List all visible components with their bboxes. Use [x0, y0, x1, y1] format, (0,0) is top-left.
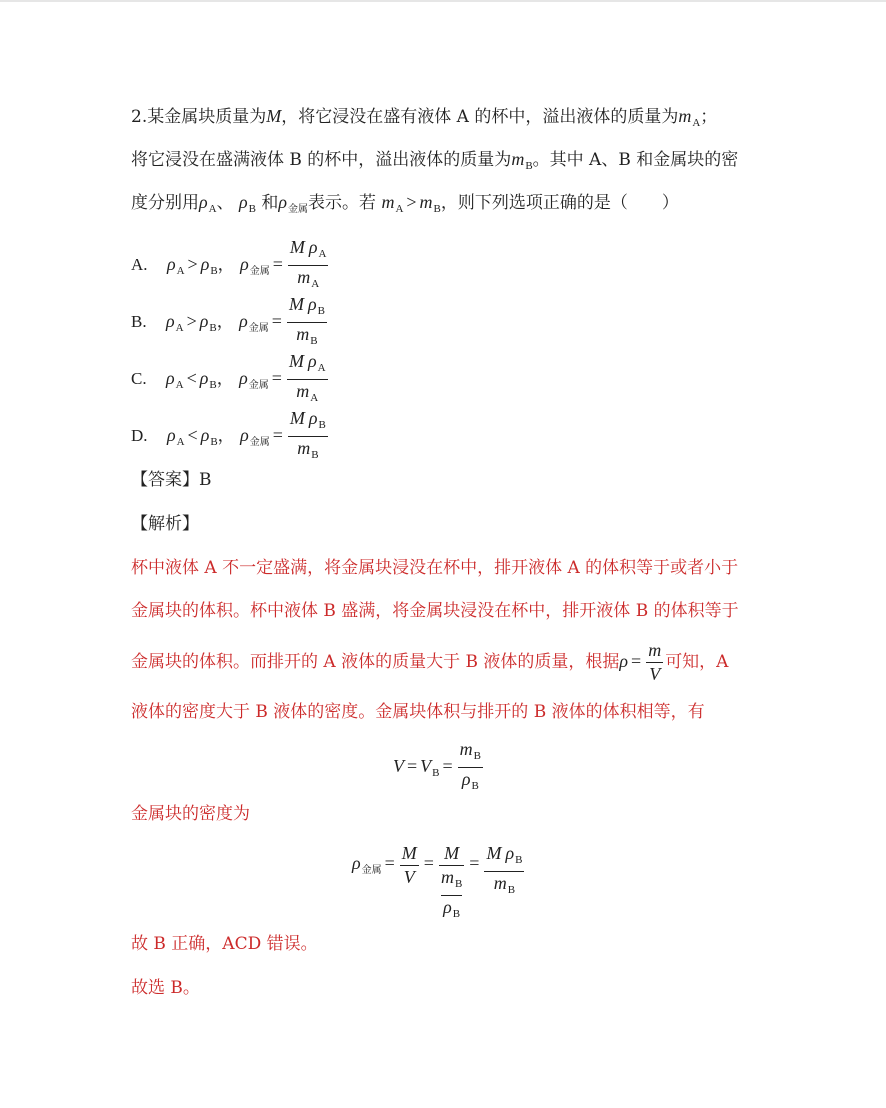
option-c: C. $\rho_A < \rho_B$， $\rho_{金属}$ = $\frac{M \rho_A}{m_A}$ [131, 350, 330, 396]
question-line-3 [131, 190, 679, 222]
analysis-text: 可知，A [665, 652, 729, 672]
question-text: 表示。若 [308, 193, 377, 213]
option-label: B. [131, 312, 147, 331]
fraction-m-over-V: $\frac{m}{V}$ [648, 640, 662, 684]
rho-symbol: ρ [239, 311, 248, 331]
relation-operator: < [187, 425, 198, 445]
question-text: 。其中 A、B 和金属块的密 [532, 150, 739, 170]
subscript: A [395, 203, 404, 215]
rho-symbol: ρ [239, 368, 248, 388]
fraction: $\frac{M \rho_B}{m_B}$ [288, 294, 325, 347]
rho-symbol: ρ [166, 311, 175, 331]
equals-sign: = [271, 311, 282, 331]
subscript-metal: 金属 [248, 323, 269, 334]
rho-symbol: ρ [199, 192, 208, 212]
subscript: A [208, 203, 217, 215]
subscript: B [248, 203, 256, 215]
question-text: ，则下列选项正确的是（ ） [440, 193, 679, 213]
subscript: B [525, 160, 533, 172]
rho-symbol: ρ [166, 254, 176, 274]
var-m: m [419, 192, 433, 212]
analysis-line-1: 杯中液体 A 不一定盛满，将金属块浸没在杯中，排开液体 A 的体积等于或者小于 [131, 558, 739, 578]
separator: 、 [216, 193, 234, 213]
question-text: 2.某金属块质量为 [131, 107, 267, 127]
density-line: 金属块的密度为 [131, 804, 250, 824]
subscript: B [209, 379, 217, 391]
rho-symbol: ρ [199, 368, 209, 388]
density-equation: $\rho_{金属}$ = $\frac{M}{V}$ = M $m_B$ $\rho_B$ = $\frac{M \rho_B}{m_B}$ [352, 843, 523, 920]
subscript-metal: 金属 [248, 380, 269, 391]
subscript: A [175, 379, 184, 391]
option-d: D. $\rho_A < \rho_B$， $\rho_{金属}$ = $\frac{M \rho_B}{m_B}$ [131, 407, 330, 453]
equals-sign: = [272, 254, 283, 274]
option-label: A. [131, 255, 148, 274]
question-text: ，将它浸没在盛有液体 A 的杯中，溢出液体的质量为 [281, 107, 679, 127]
rho-symbol: ρ [619, 651, 629, 671]
rho-symbol: ρ [166, 368, 175, 388]
var-m: m [511, 149, 525, 169]
question-text: 度分别用 [131, 193, 199, 213]
conclusion-line-2: 故选 B。 [131, 978, 200, 998]
question-text: ； [700, 107, 718, 127]
equals-sign: = [631, 651, 642, 671]
subscript: A [175, 322, 184, 334]
rho-symbol: ρ [199, 311, 209, 331]
subscript: B [433, 203, 441, 215]
subscript: A [176, 265, 185, 277]
rho-symbol: ρ [240, 254, 249, 274]
question-line-1 [131, 104, 717, 135]
fraction: $\frac{M \rho_A}{m_A}$ [288, 351, 326, 404]
var-M: M [266, 106, 282, 126]
rho-symbol: ρ [200, 254, 210, 274]
subscript: A [692, 117, 701, 129]
option-label: D. [131, 426, 148, 445]
analysis-line-4: 液体的密度大于 B 液体的密度。金属块体积与排开的 B 液体的体积相等，有 [131, 702, 705, 722]
volume-equation: $V = V_B$ = $\frac{m_B}{\rho_B}$ [393, 739, 481, 792]
analysis-heading: 【解析】 [131, 514, 199, 534]
fraction: $\frac{M \rho_A}{m_A}$ [289, 237, 327, 290]
equals-sign: = [271, 368, 282, 388]
option-a: A. $\rho_A > \rho_B$， $\rho_{金属}$ = $\frac{M \rho_A}{m_A}$ [131, 236, 330, 282]
relation-operator: > [187, 254, 198, 274]
analysis-line-2: 金属块的体积。杯中液体 B 盛满，将金属块浸没在杯中，排开液体 B 的体积等于 [131, 601, 739, 621]
equals-sign: = [272, 425, 283, 445]
subscript: B [209, 322, 217, 334]
var-m: m [678, 106, 692, 126]
rho-symbol: ρ [239, 192, 248, 212]
rho-symbol: ρ [240, 425, 249, 445]
var-m: m [381, 192, 395, 212]
relation-operator: > [186, 311, 197, 331]
conclusion-line-1: 故 B 正确，ACD 错误。 [131, 934, 318, 954]
rho-symbol: ρ [166, 425, 176, 445]
relation-operator: < [186, 368, 197, 388]
subscript-metal: 金属 [288, 204, 309, 215]
option-label: C. [131, 369, 147, 388]
relation-operator: > [406, 192, 417, 212]
question-text: 将它浸没在盛满液体 B 的杯中，溢出液体的质量为 [131, 150, 512, 170]
subscript-metal: 金属 [249, 437, 270, 448]
subscript: B [210, 436, 218, 448]
question-text: 和 [261, 193, 279, 213]
rho-symbol: ρ [278, 192, 288, 212]
analysis-line-3 [131, 636, 728, 686]
subscript-metal: 金属 [249, 266, 270, 277]
answer-line: 【答案】B [131, 470, 212, 490]
subscript: B [210, 265, 218, 277]
fraction: $\frac{M \rho_B}{m_B}$ [289, 408, 326, 461]
subscript: A [176, 436, 185, 448]
question-line-2 [131, 147, 738, 178]
rho-symbol: ρ [200, 425, 210, 445]
option-b: B. $\rho_A > \rho_B$， $\rho_{金属}$ = $\frac{M \rho_B}{m_B}$ [131, 293, 329, 339]
page-top-border [0, 0, 886, 2]
analysis-text: 金属块的体积。而排开的 A 液体的质量大于 B 液体的质量，根据 [131, 652, 620, 672]
